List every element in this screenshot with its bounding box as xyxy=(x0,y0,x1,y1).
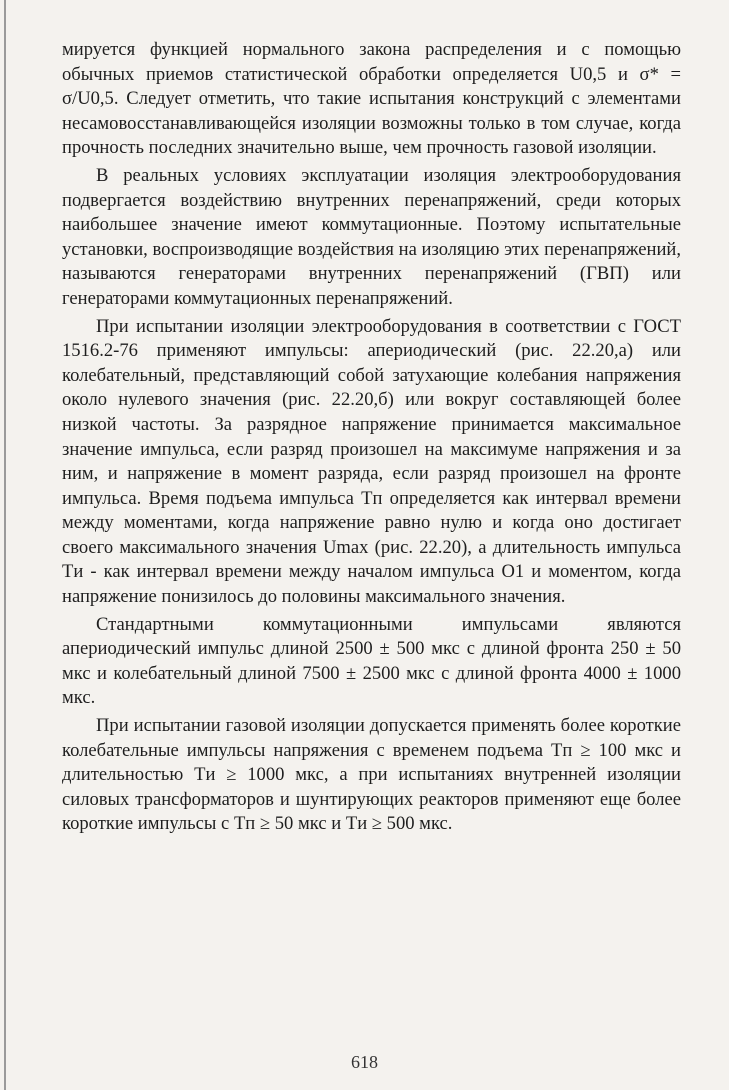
paragraph-5: При испытании газовой изоляции допускается применять более короткие колебательные импульсы напряжения с временем подъема Tп ≥ 100 мкс и длительностью Tи ≥ 1000 мкс, а при испытаниях внутренней изоляции силовых трансформаторов и шунтирующих реакторов применяют еще более короткие импульсы с Tп ≥ 50 мкс и Tи ≥ 500 мкс. xyxy=(62,715,681,835)
paragraph-3: При испытании изоляции электрооборудования в соответствии с ГОСТ 1516.2-76 применяют импульсы: апериодический (рис. 22.20,а) или колебательный, представляющий собой затухающие колебания напряжения около нулевого значения (рис. 22.20,б) или вокруг составляющей более низкой частоты. За разрядное напряжение принимается максимальное значение импульса, если разряд произошел на максимуме напряжения и за ним, и напряжение в момент разряда, если разряд произошел на фронте импульса. Время подъема импульса Tп определяется как интервал времени между моментами, когда напряжение равно нулю и когда оно достигает своего максимального значения Umax (рис. 22.20), а длительность импульса Tи - как интервал времени между началом импульса O1 и моментом, когда напряжение понизилось до половины максимального значения. xyxy=(62,315,681,608)
paragraph-4: Стандартными коммутационными импульсами являются апериодический импульс длиной 2500 ± 500 мкс с длиной фронта 250 ± 50 мкс и колебательный длиной 7500 ± 2500 мкс с длиной фронта 4000 ± 1000 мкс. xyxy=(62,613,681,709)
page-number: 618 xyxy=(351,1052,378,1072)
paragraph-2: В реальных условиях эксплуатации изоляция электрооборудования подвергается воздействию внутренних перенапряжений, среди которых наибольшее значение имеют коммутационные. Поэтому испытательные установки, воспроизводящие воздействия на изоляцию этих перенапряжений, называются генераторами внутренних перенапряжений (ГВП) или генераторами коммутационных перенапряжений. xyxy=(62,164,681,309)
paragraph-1: мируется функцией нормального закона распределения и с помощью обычных приемов статистической обработки определяется U0,5 и σ* = σ/U0,5. Следует отметить, что такие испытания конструкций с элементами несамовосстанавливающейся изоляции возможны только в том случае, когда прочность последних значительно выше, чем прочность газовой изоляции. xyxy=(62,39,681,159)
scan-edge-line xyxy=(4,0,6,1090)
